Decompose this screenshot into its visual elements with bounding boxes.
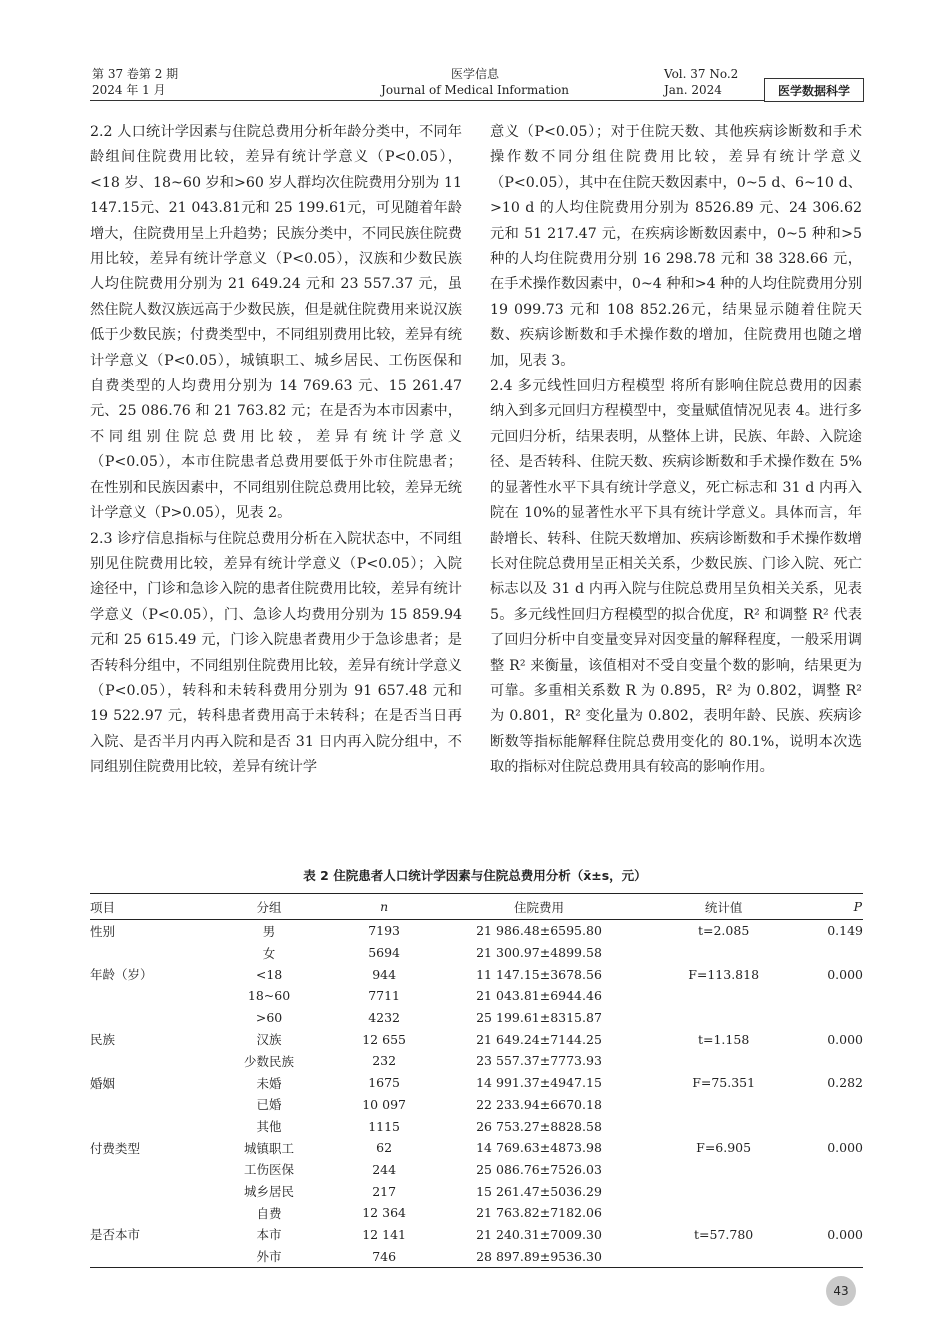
table-cell: t=2.085 — [697, 923, 750, 939]
table-cell: 12 141 — [362, 1226, 406, 1242]
table-cell: 232 — [372, 1053, 397, 1069]
table-row — [90, 963, 863, 985]
table-cell: t=57.780 — [694, 1226, 754, 1242]
table-row — [90, 1159, 863, 1181]
table-cell: 自费 — [256, 1205, 282, 1221]
table-row — [90, 1028, 863, 1050]
table-cell: F=113.818 — [688, 966, 760, 982]
table-cell: 21 300.97±4899.58 — [476, 945, 602, 961]
table-cell: 7193 — [368, 923, 401, 939]
header-rule — [90, 100, 765, 101]
table-cell: 26 753.27±8828.58 — [476, 1118, 602, 1134]
table-cell: 婚姻 — [90, 1075, 116, 1091]
table-cell — [799, 1094, 863, 1116]
table-row — [90, 1094, 863, 1116]
table-cell: 4232 — [368, 1010, 401, 1026]
table-cell — [649, 942, 799, 964]
table-cell: 21 649.24±7144.25 — [476, 1031, 602, 1047]
table-cell — [799, 1115, 863, 1137]
table-cell: 其他 — [256, 1119, 282, 1135]
table-cell: 本市 — [256, 1227, 282, 1243]
col-header: P — [799, 894, 863, 920]
table-cell: 0.000 — [827, 1140, 863, 1156]
table-cell — [649, 1180, 799, 1202]
table-cell: 已婚 — [256, 1097, 282, 1113]
table-cell — [799, 985, 863, 1007]
table-cell: 工伤医保 — [244, 1162, 295, 1178]
demographics-cost-table — [90, 893, 863, 1268]
table-row — [90, 1007, 863, 1029]
table-cell: 28 897.89±9536.30 — [429, 1245, 648, 1267]
col-header: 住院费用 — [429, 894, 648, 920]
paragraph: 2.2 人口统计学因素与住院总费用分析年龄分类中，不同年龄组间住院费用比较，差异有统计学意义（P<0.05），<18 岁、18~60 岁和>60 岁人群均次住院费用分别为 11 147.15元、21 043.81元和 25 199.61元，可见随着年龄增大，住院费用呈上升趋势；民族分类中，不同民族住院费用比较，差异有统计学意义（P<0.05），汉族和少数民族人均住院费用分别为 21 649.24 元和 23 557.37 元，虽然住院人数汉族远高于少数民族，但是就住院费用来说汉族低于少数民族；付费类型中，不同组别费用比较，差异有统计学意义（P<0.05），城镇职工、城乡居民、工伤医保和自费类型的人均费用分别为 14 769.63 元、15 261.47 元、25 086.76 和 21 763.82 元；在是否为本市因素中，不同组别住院总费用比较，差异有统计学意义（P<0.05），本市住院患者总费用要低于外市住院患者；在性别和民族因素中，不同组别住院总费用比较，差异无统计学意义（P>0.05），见表 2。 — [90, 124, 462, 522]
col-header: n — [339, 894, 430, 920]
table-cell: 21 763.82±7182.06 — [476, 1205, 602, 1221]
table-cell: 22 233.94±6670.18 — [476, 1096, 602, 1112]
table-row — [90, 1224, 863, 1246]
table-cell: 0.282 — [827, 1075, 863, 1091]
table-row — [90, 1115, 863, 1137]
table-cell — [649, 1202, 799, 1224]
table-cell — [90, 985, 199, 1007]
table-cell: 14 769.63±4873.98 — [476, 1140, 602, 1156]
table-cell: 11 147.15±3678.56 — [476, 966, 602, 982]
section-tag: 医学数据科学 — [764, 78, 864, 102]
table-cell — [90, 1159, 199, 1181]
table-cell: 25 199.61±8315.87 — [476, 1010, 602, 1026]
table-row — [90, 1137, 863, 1159]
table-cell — [90, 942, 199, 964]
table-cell — [649, 1094, 799, 1116]
table-cell: 23 557.37±7773.93 — [476, 1053, 602, 1069]
table-cell: 18~60 — [247, 988, 291, 1004]
table-cell: 0.149 — [827, 923, 863, 939]
journal-volume-info-en — [664, 66, 738, 98]
table-cell: 男 — [262, 923, 276, 939]
table-cell: 城乡居民 — [244, 1184, 295, 1200]
table-cell — [799, 1202, 863, 1224]
table-cell: 62 — [376, 1140, 393, 1156]
journal-title-cn: 医学信息 — [450, 67, 499, 81]
table-cell: 12 364 — [362, 1205, 406, 1221]
table-cell: 未婚 — [256, 1075, 282, 1091]
table-cell: 14 991.37±4947.15 — [476, 1075, 602, 1091]
table-cell: 746 — [339, 1245, 430, 1267]
table-cell: 1675 — [368, 1075, 401, 1091]
table-cell — [90, 1007, 199, 1029]
table-cell — [799, 1180, 863, 1202]
table-cell: 21 240.31±7009.30 — [476, 1226, 602, 1242]
table-cell: 少数民族 — [244, 1053, 295, 1069]
table-cell — [90, 1115, 199, 1137]
volume-issue-en: Vol. 37 No.2 — [664, 67, 739, 81]
table-cell — [799, 1007, 863, 1029]
left-column — [90, 120, 462, 781]
volume-issue: 第 37 卷第 2 期 — [92, 67, 179, 81]
table-cell: 21 986.48±6595.80 — [476, 923, 602, 939]
issue-date-en: Jan. 2024 — [664, 83, 722, 97]
paragraph: 2.3 诊疗信息指标与住院总费用分析在入院状态中，不同组别见住院费用比较，差异有统计学意义（P<0.05）；入院途径中，门诊和急诊入院的患者住院费用比较，差异有统计学意义（P<0.05），门、急诊人均费用分别为 15 859.94 元和 25 615.49 元，门诊入院患者费用少于急诊患者；是否转科分组中，不同组别住院费用比较，差异有统计学意义（P<0.05），转科和未转科费用分别为 91 657.48 元和 19 522.97 元，转科患者费用高于未转科；在是否当日再入院、是否半月内再入院和是否 31 日内再入院分组中，不同组别住院费用比较，差异有统计学 — [90, 530, 462, 776]
table-cell — [799, 1245, 863, 1267]
table-cell: 12 655 — [362, 1031, 406, 1047]
table-cell: 944 — [372, 966, 397, 982]
journal-title-en: Journal of Medical Information — [381, 83, 569, 97]
table-cell: 15 261.47±5036.29 — [476, 1183, 602, 1199]
table-cell — [90, 1245, 199, 1267]
table-cell: F=6.905 — [696, 1140, 752, 1156]
paragraph: 意义（P<0.05）；对于住院天数、其他疾病诊断数和手术操作数不同分组住院费用比较，差异有统计学意义（P<0.05），其中在住院天数因素中，0~5 d、6~10 d、>10 d 的人均住院费用分别为 8526.89 元、24 306.62 元和 51 217.47 元，在疾病诊断数因素中，0~5 种和>5 种的人均住院费用分别 16 298.78 元和 38 328.66 元，在手术操作数因素中，0~4 种和>4 种的人均住院费用分别 19 099.73 元和 108 852.26元，结果显示随着住院天数、疾病诊断数和手术操作数的增加，住院费用也随之增加，见表 3。 — [490, 124, 863, 369]
table-cell: 0.000 — [827, 966, 863, 982]
table-cell: 7711 — [368, 988, 401, 1004]
table-row — [90, 1050, 863, 1072]
table-cell: 民族 — [90, 1032, 116, 1048]
table-cell — [799, 1159, 863, 1181]
table-row — [90, 1180, 863, 1202]
table-row — [90, 985, 863, 1007]
right-column — [490, 120, 862, 781]
table-cell — [649, 985, 799, 1007]
table-cell: >60 — [255, 1010, 283, 1026]
table-cell: <18 — [255, 966, 283, 982]
table-cell — [649, 1159, 799, 1181]
issue-date: 2024 年 1 月 — [92, 83, 166, 97]
table-cell: 10 097 — [362, 1096, 406, 1112]
col-header: 统计值 — [649, 894, 799, 920]
table-cell: 0.000 — [827, 1226, 863, 1242]
table-cell — [649, 1115, 799, 1137]
table-row — [90, 942, 863, 964]
table-cell — [90, 1202, 199, 1224]
table-cell: 汉族 — [256, 1032, 282, 1048]
table-cell: 21 043.81±6944.46 — [476, 988, 602, 1004]
table-cell: 是否本市 — [90, 1227, 141, 1243]
table-cell — [649, 1007, 799, 1029]
table-cell: 城镇职工 — [244, 1140, 295, 1156]
table-cell: 0.000 — [827, 1031, 863, 1047]
table-row — [90, 1202, 863, 1224]
table-cell: 女 — [262, 945, 276, 961]
table-cell: 付费类型 — [90, 1140, 141, 1156]
table-cell: 217 — [372, 1183, 397, 1199]
table-row — [90, 920, 863, 942]
table-cell: 外市 — [199, 1245, 339, 1267]
table-cell — [90, 1094, 199, 1116]
table-cell: F=75.351 — [692, 1075, 756, 1091]
table-cell — [799, 1050, 863, 1072]
table-header-row — [90, 894, 863, 920]
table-cell — [649, 1050, 799, 1072]
table-title: 表 2 住院患者人口统计学因素与住院总费用分析（x̄±s，元） — [303, 868, 647, 883]
table-cell: t=1.158 — [697, 1031, 750, 1047]
table-row — [90, 1072, 863, 1094]
table-cell: 性别 — [90, 923, 116, 939]
table-cell — [649, 1245, 799, 1267]
table-cell: 25 086.76±7526.03 — [476, 1161, 602, 1177]
table-cell: 1115 — [368, 1118, 401, 1134]
table-cell: 年龄（岁） — [90, 967, 153, 983]
table-row — [90, 1245, 863, 1267]
paragraph: 2.4 多元线性回归方程模型 将所有影响住院总费用的因素纳入到多元回归方程模型中，变量赋值情况见表 4。进行多元回归分析，结果表明，从整体上讲，民族、年龄、入院途径、是否转科、住院天数、疾病诊断数和手术操作数在 5%的显著性水平下具有统计学意义，死亡标志和 31 d 内再入院在 10%的显著性水平下具有统计学意义。具体而言，年龄增长、转科、住院天数增加、疾病诊断数和手术操作数增长对住院总费用呈正相关关系，少数民族、门诊入院、死亡标志以及 31 d 内再入院与住院总费用呈负相关关系，见表 5。多元线性回归方程模型的拟合优度，R² 和调整 R² 代表了回归分析中自变量变异对因变量的解释程度，一般采用调整 R² 来衡量，该值相对不受自变量个数的影响，结果更为可靠。多重相关系数 R 为 0.895，R² 为 0.802，调整 R² 为 0.801，R² 变化量为 0.802，表明年龄、民族、疾病诊断数等指标能解释住院总费用变化的 80.1%，说明本次选取的指标对住院总费用具有较高的影响作用。 — [490, 378, 862, 776]
page-number: 43 — [826, 1276, 856, 1306]
table-cell — [90, 1180, 199, 1202]
col-header: 项目 — [90, 894, 199, 920]
table-cell — [799, 942, 863, 964]
table-cell — [90, 1050, 199, 1072]
table-cell: 5694 — [368, 945, 401, 961]
table-cell: 244 — [372, 1161, 397, 1177]
col-header: 分组 — [199, 894, 339, 920]
